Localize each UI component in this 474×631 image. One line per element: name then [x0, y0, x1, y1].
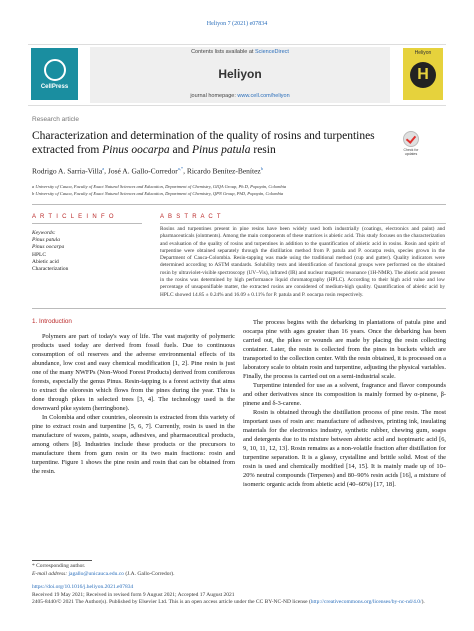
- keywords-label: Keywords:: [32, 230, 56, 236]
- author-1-affil[interactable]: a: [102, 166, 105, 171]
- cellpress-circle-icon: [44, 59, 66, 81]
- author-3[interactable]: Ricardo Benítez-Benítez: [186, 166, 261, 176]
- abstract-rule: [160, 223, 446, 224]
- author-1[interactable]: Rodrigo A. Sarria-Villa: [32, 166, 103, 176]
- license-line: [32, 599, 446, 606]
- footnote-rule: [32, 560, 92, 561]
- journal-cover[interactable]: [403, 48, 443, 100]
- keyword-2: Pinus oocarpa: [32, 244, 65, 251]
- keyword-5: Characterization: [32, 266, 69, 273]
- check-updates-line1: Check for: [403, 148, 419, 152]
- doi-link[interactable]: [32, 584, 446, 591]
- left-paragraph-2: In Colombia and other countries, oleoresin is extracted from this variety of pine to extract rosin and turpentine [5, 6, 7]. Currently, rosin is used in the manufacture of waxes, paints, soaps, adhesives, and pharmaceutical products, among others [8]. Industries include these products or the precursors to manufacture them from gum resin or its two main fractions: rosin and turpentine. Figure 1 shows the pine resin and rosin that can be obtained from the resin.: [32, 414, 235, 475]
- right-paragraph-1: The process begins with the debarking in plantations of patula pine and oocarpa pine with ages greater than 16 years. Once the debarking has been carried out, the pikes or wounds are made by placing the resin collecting container. Later, the resin is collected from the pines in buckets which are transported to the collection center. With the resin obtained, it is processed on a laboratory scale to obtain rosin and turpentine, adjusting the physical variables. Finally, the process is carried out on a semi-industrial scale.: [243, 319, 446, 380]
- abstract-heading: A B S T R A C T: [160, 214, 222, 220]
- title-line1: Characterization and determination of the quality of rosins and turpentines: [32, 130, 375, 142]
- journal-name: Heliyon: [218, 67, 262, 81]
- left-column: [32, 332, 235, 476]
- check-updates-line2: updates: [404, 152, 418, 156]
- introduction-heading: 1. Introduction: [32, 318, 72, 325]
- contents-line: [90, 49, 390, 55]
- heliyon-logo-icon: H: [410, 62, 436, 88]
- check-updates-label: [400, 148, 422, 156]
- author-2-affil[interactable]: a,*: [177, 166, 184, 171]
- keywords-block: [32, 230, 142, 273]
- contents-prefix: Contents lists available at: [191, 49, 255, 55]
- title-line2-post: resin: [250, 144, 276, 156]
- check-icon: [403, 131, 419, 147]
- email-suffix: (J.A. Gallo-Corredor).: [123, 571, 175, 577]
- license-text: 2405-8440/© 2021 The Author(s). Published by Elsevier Ltd. This is an open access article under the CC BY-NC-ND license (: [32, 599, 311, 605]
- author-list: Rodrigo A. Sarria-Villa$^a$, José A. Gallo-Corredor$^{a,*}$, Ricardo Benítez-Benítez$^b$: [32, 166, 264, 176]
- homepage-link[interactable]: www.cell.com/heliyon: [237, 93, 290, 99]
- article-info-rule: [32, 223, 142, 224]
- article-type: Research article: [32, 116, 79, 123]
- right-column: [243, 318, 446, 489]
- divider: [32, 204, 446, 205]
- keyword-1: Pinus patula: [32, 237, 60, 244]
- title-species1: Pinus oocarpa: [102, 144, 170, 156]
- homepage-line: [90, 93, 390, 99]
- cellpress-logo-text: CellPress: [40, 83, 69, 90]
- right-paragraph-2: Turpentine intended for use as a solvent, fragrance and flavor compounds and other derivatives since its composition is mainly formed by α-pinene, β-pinene and δ-3-carene.: [243, 382, 446, 407]
- article-info-heading: A R T I C L E I N F O: [32, 214, 115, 220]
- corresponding-note: * Corresponding author.: [32, 563, 86, 569]
- abstract-bottom-rule: [32, 308, 446, 309]
- email-label: E-mail address:: [32, 571, 69, 577]
- cellpress-logo[interactable]: [31, 48, 78, 100]
- license-link[interactable]: http://creativecommons.org/licenses/by-nc-nd/4.0/: [310, 599, 422, 605]
- title-species2: Pinus patula: [192, 144, 251, 156]
- license-end: ).: [421, 599, 425, 605]
- keyword-3: HPLC: [32, 251, 47, 258]
- keyword-4: Abietic acid: [32, 258, 59, 265]
- doi-link-text[interactable]: https://doi.org/10.1016/j.heliyon.2021.e07834: [32, 584, 134, 590]
- received-dates: Received 19 May 2021; Received in revised form 9 August 2021; Accepted 17 August 2021: [32, 592, 235, 598]
- sciencedirect-link[interactable]: ScienceDirect: [254, 49, 289, 55]
- affiliation-a: a University of Cauca, Faculty of Exact Natural Sciences and Education, Department of Chemistry, GIQA Group, Ph.D, Popayán, Colombia: [32, 184, 287, 189]
- author-2[interactable]: José A. Gallo-Corredor: [107, 166, 178, 176]
- title-and: and: [169, 144, 193, 156]
- right-paragraph-3: Rosin is obtained through the distillation process of pine resin. The most important uses of rosin are: manufacture of adhesives, printing ink, insulating materials for the electronics industry, synthetic rubber, chewing gum, soaps and detergents due to its mixture between abietic acid and isopimaric acid [6, 9, 10, 11, 12, 13]. Rosin remains as a non-volatile fraction after distillation for turpentine separation. It is a glassy, crystalline and brittle solid. Most of the rosin is used and chemically modified [14, 15]. It is mainly made up of 10–20% neutral compounds (Terpenes) and 80–90% resin acids [16], a mixture of isomeric organic acids from abietic acid (40–60%) [17, 18].: [243, 409, 446, 488]
- article-title: [32, 129, 392, 157]
- left-paragraph-1: Polymers are part of today's way of life. The vast majority of polymeric products used today are derived from fossil fuels. Due to continuous consumption of oil reserves and the adverse environmental effects of its abundance, low cost and easy chemical modification [1, 2]. Pine resin is just one of the many NWFPs (Non-Wood Forest Products) derived from coniferous forests, especially the genus Pinus. Resin-tapping is a forest activity that aims to extract the oleoresin which flows from the pines during the year. This is done through pikes in selected trees [3, 4]. The technology used is the downward pike system (herringbone).: [32, 333, 235, 412]
- homepage-prefix: journal homepage:: [190, 93, 238, 99]
- email-link[interactable]: jagallo@unicauca.edu.co: [68, 571, 124, 577]
- cover-title: Heliyon: [414, 50, 432, 56]
- title-line2-pre: extracted from: [32, 144, 103, 156]
- affiliation-b: b University of Cauca, Faculty of Exact Natural Sciences and Education, Department of Chemistry, QPN Group, PhD, Popayán, Colombia: [32, 191, 284, 196]
- author-3-affil[interactable]: b: [260, 166, 264, 171]
- abstract-text: Rosins and turpentines present in pine resins have been widely used both industrially (coatings, electronics and paint) and pharmaceuticals (ointments). Among the main components of these matrices is abietic acid. This study focuses on the characterization and evaluation of the quality of rosins and turpentines in addition to the quantification of abietic acid in rosins. Rosin and spirit of turpentine were obtained separately through the distillation method from P. patula and P. oocarpa resin, species grown in the Department of Cauca-Colombia. Resin-tapping was made using the traditional method (cup and gutter). Quality indicators were determined according to ASTM standards. Solubility tests and identification of functional groups were performed on the obtained rosin by ultraviolet-visible spectroscopy (UV–Vis), infrared (IR) and nuclear magnetic resonance (1H-NMR). The abietic acid present in the rosins was determined by high performance liquid chromatography (HPLC). According to their high acid value and low percentage of unsaponifiable matter, the extracted rosins are considered of medium-high quality. Quantification of abietic acid by HPLC showed 14.85 ± 0.24% and 16.09 ± 0.11% for P. patula and P. oocarpa rosin respectively.: [160, 226, 445, 298]
- email-note: [32, 571, 175, 577]
- journal-reference[interactable]: Heliyon 7 (2021) e07834: [206, 21, 268, 27]
- check-for-updates-button[interactable]: [400, 131, 422, 157]
